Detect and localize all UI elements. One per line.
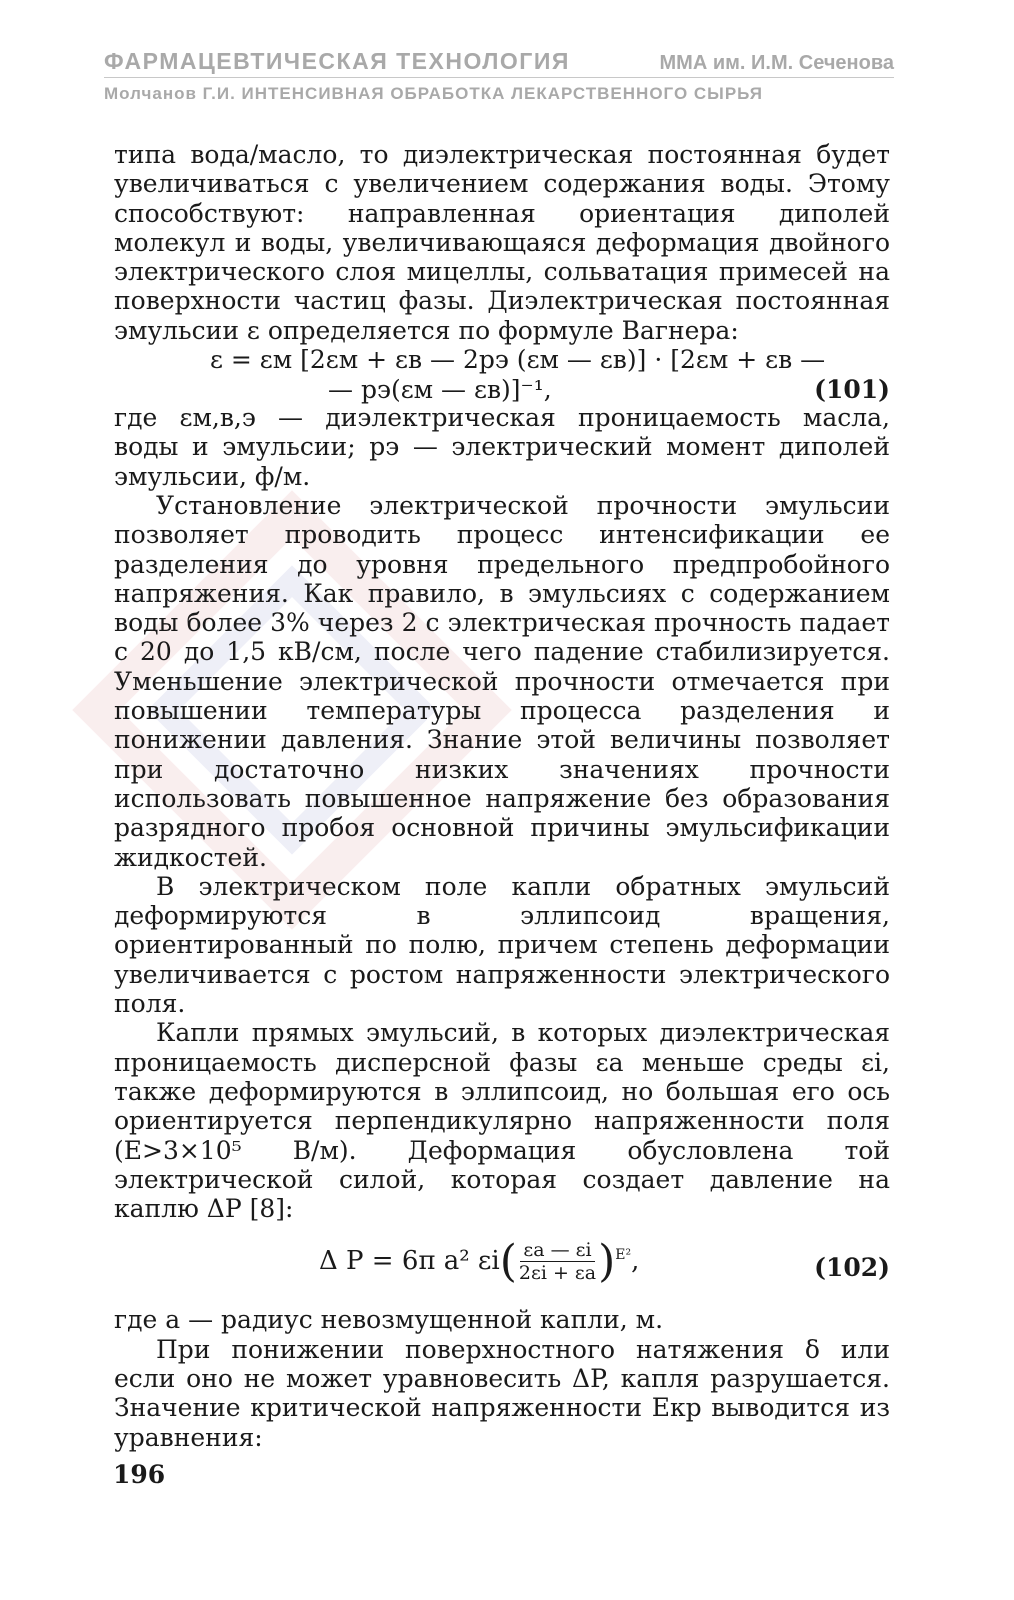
institution-name: ММА им. И.М. Сеченова — [659, 52, 894, 74]
fraction-numerator: εа — εi — [520, 1239, 594, 1262]
paragraph-4: В электрическом поле капли обратных эмульсий деформируются в эллипсоид вращения, ориентированный по полю, причем степень деформации увеличивается с ростом напряженности электрического поля. — [114, 871, 890, 1019]
equation-number-102: (102) — [814, 1253, 890, 1283]
formula-102-fraction — [519, 1239, 596, 1284]
formula-101-line-2: — pэ(εм — εв)]⁻¹, — [328, 375, 552, 405]
fraction-denominator: 2εi + εа — [518, 1262, 597, 1285]
paragraph-7: При понижении поверхностного натяжения δ или если оно не может уравновесить ΔP, капля разрушается. Значение критической напряженности Eкр выводится из уравнения: — [114, 1334, 890, 1452]
header-top-row — [104, 48, 894, 78]
paragraph-3: Установление электрической прочности эмульсии позволяет проводить процесс интенсификации ее разделения до уровня предельного предпробойного напряжения. Как правило, в эмульсиях с содержанием воды более 3% через 2 с электрическая прочность падает с 20 до 1,5 кВ/см, после чего падение стабилизируется. Уменьшение электрической прочности отмечается при повышении температуры процесса разделения и понижении давления. Знание этой величины позволяет при достаточно низких значениях прочности использовать повышенное напряжение без образования разрядного пробоя основной причины эмульсификации жидкостей. — [114, 490, 890, 872]
running-header — [104, 48, 894, 104]
formula-102-expression — [319, 1235, 640, 1287]
page-number: 196 — [113, 1460, 166, 1489]
page-body — [114, 140, 890, 1452]
close-paren: ) — [598, 1235, 616, 1287]
formula-102-tail: , — [631, 1246, 640, 1277]
formula-102-lhs: Δ P = 6π a² εi — [319, 1246, 500, 1277]
formula-102-exponent: E² — [615, 1247, 632, 1264]
paragraph-5: Капли прямых эмульсий, в которых диэлектрическая проницаемость дисперсной фазы εа меньше среды εi, также деформируются в эллипсоид, но большая его ось ориентируется перпендикулярно напряженности поля (E>3×10⁵ В/м). Деформация обусловлена той электрической силой, которая создает давление на каплю ΔP [8]: — [114, 1018, 890, 1224]
formula-101 — [114, 345, 890, 403]
equation-number-101: (101) — [814, 375, 890, 405]
paragraph-6: где a — радиус невозмущенной капли, м. — [114, 1305, 664, 1335]
open-paren: ( — [499, 1235, 517, 1287]
journal-title: ФАРМАЦЕВТИЧЕСКАЯ ТЕХНОЛОГИЯ — [104, 48, 570, 74]
author-book-line: Молчанов Г.И. ИНТЕНСИВНАЯ ОБРАБОТКА ЛЕКАРСТВЕННОГО СЫРЬЯ — [104, 84, 763, 103]
paragraph-1: типа вода/масло, то диэлектрическая постоянная будет увеличиваться с увеличением содержания воды. Этому способствуют: направленная ориентация диполей молекул и воды, увеличивающаяся деформация двойного электрического слоя мицеллы, сольватация примесей на поверхности частиц фазы. Диэлектрическая постоянная эмульсии ε определяется по формуле Вагнера: — [114, 140, 890, 345]
formula-101-line-1: ε = εм [2εм + εв — 2pэ (εм — εв)] · [2εм + εв — — [210, 345, 826, 375]
formula-102 — [114, 1231, 890, 1301]
paragraph-2: где εм,в,э — диэлектрическая проницаемость масла, воды и эмульсии; pэ — электрический момент диполей эмульсии, ф/м. — [114, 403, 890, 491]
